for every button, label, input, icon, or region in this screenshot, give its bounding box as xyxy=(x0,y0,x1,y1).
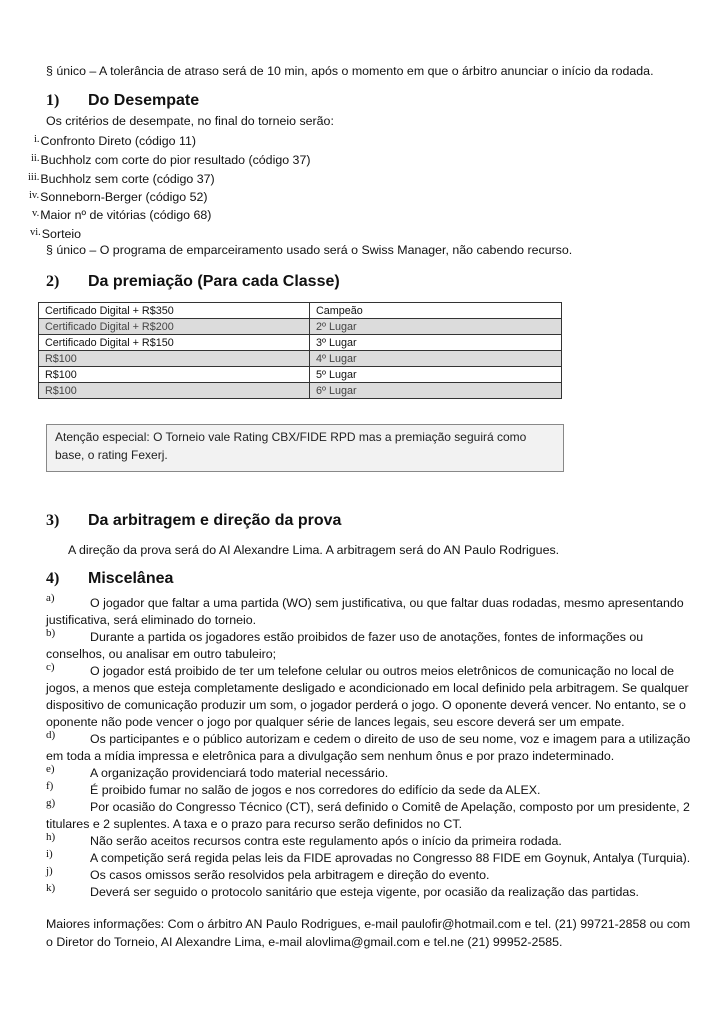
misc-label: d) xyxy=(46,729,56,741)
misc-text: O jogador está proibido de ter um telefone celular ou outros meios eletrônicos de comunicação no local de xyxy=(90,664,675,678)
prize-cell: Certificado Digital + R$200 xyxy=(39,319,310,335)
misc-text: conselhos, ou analisar em outro tabuleiro; xyxy=(46,647,277,661)
prize-cell: R$100 xyxy=(39,383,310,399)
misc-text: Os casos omissos serão resolvidos pela arbitragem e direção do evento. xyxy=(90,868,490,882)
misc-label: f) xyxy=(46,780,54,792)
misc-label: k) xyxy=(46,882,56,894)
section-2-number: 2) xyxy=(46,273,60,290)
misc-text: dispositivo de comunicação produzir um som, o jogador perderá o jogo. O oponente deverá vencer. No entanto, se o xyxy=(46,698,686,712)
section-2-title: Da premiação (Para cada Classe) xyxy=(88,273,340,290)
misc-text: em toda a mídia impressa e eletrônica para a divulgação sem nenhum ônus e por prazo indeterminado. xyxy=(46,749,615,763)
footer-contact-line-2: o Diretor do Torneio, AI Alexandre Lima, e-mail alovlima@gmail.com e tel.ne (21) 99952-2585. xyxy=(46,935,563,949)
table-row xyxy=(39,303,562,319)
rating-attention-box: Atenção especial: O Torneio vale Rating CBX/FIDE RPD mas a premiação seguirá como base, o rating Fexerj. xyxy=(46,424,564,472)
tiebreak-text: Buchholz sem corte (código 37) xyxy=(40,172,215,186)
misc-text: Não serão aceitos recursos contra este regulamento após o início da primeira rodada. xyxy=(90,834,562,848)
misc-label: h) xyxy=(46,831,56,843)
tiebreak-item xyxy=(28,169,215,188)
misc-text: O jogador que faltar a uma partida (WO) sem justificativa, ou que faltar duas rodadas, mesmo apresentando xyxy=(90,596,684,610)
place-cell: 3º Lugar xyxy=(310,335,562,351)
misc-label: e) xyxy=(46,763,55,775)
tiebreak-item xyxy=(30,224,81,243)
misc-text: A competição será regida pelas leis da FIDE aprovadas no Congresso 88 FIDE em Goynuk, Antalya (Turquia). xyxy=(90,851,691,865)
place-cell: 5º Lugar xyxy=(310,367,562,383)
section-3-number: 3) xyxy=(46,512,60,529)
tiebreak-text: Sorteio xyxy=(41,227,82,241)
misc-text: É proibido fumar no salão de jogos e nos corredores do edifício da sede da ALEX. xyxy=(90,783,541,797)
section-3-title: Da arbitragem e direção da prova xyxy=(88,512,342,529)
misc-text: Os participantes e o público autorizam e cedem o direito de uso de seu nome, voz e imagem para a utilização xyxy=(90,732,691,746)
section-1-number: 1) xyxy=(46,92,60,109)
section-2-heading xyxy=(0,273,724,295)
misc-label: b) xyxy=(46,627,56,639)
misc-text: justificativa, será eliminado do torneio. xyxy=(46,613,257,627)
tiebreak-item xyxy=(34,131,196,150)
tiebreak-number: v. xyxy=(32,208,40,219)
tiebreak-number: iii. xyxy=(28,172,40,183)
tiebreak-intro: Os critérios de desempate, no final do torneio serão: xyxy=(46,114,334,128)
place-cell: 4º Lugar xyxy=(310,351,562,367)
tiebreak-item xyxy=(32,205,211,224)
prize-cell: Certificado Digital + R$350 xyxy=(39,303,310,319)
misc-text: Durante a partida os jogadores estão proibidos de fazer uso de anotações, fontes de informações ou xyxy=(90,630,644,644)
table-row xyxy=(39,319,562,335)
misc-label: c) xyxy=(46,661,55,673)
misc-text: Deverá ser seguido o protocolo sanitário que esteja vigente, por ocasião da realização das partidas. xyxy=(90,885,639,899)
tiebreak-text: Maior nº de vitórias (código 68) xyxy=(40,208,212,222)
place-cell: Campeão xyxy=(310,303,562,319)
misc-label: j) xyxy=(46,865,53,877)
tiebreak-text: Sonneborn-Berger (código 52) xyxy=(40,190,208,204)
table-row xyxy=(39,335,562,351)
tiebreak-number: ii. xyxy=(31,153,40,164)
misc-text: Por ocasião do Congresso Técnico (CT), será definido o Comitê de Apelação, composto por um presidente, 2 xyxy=(90,800,690,814)
prize-cell: Certificado Digital + R$150 xyxy=(39,335,310,351)
intro-paragraph: § único – A tolerância de atraso será de 10 min, após o momento em que o árbitro anunciar o início da rodada. xyxy=(46,64,654,78)
section-3-heading xyxy=(0,512,724,534)
footer-contact-line-1: Maiores informações: Com o árbitro AN Paulo Rodrigues, e-mail paulofir@hotmail.com e tel. (21) 99721-2858 ou com xyxy=(46,917,691,931)
prize-cell: R$100 xyxy=(39,351,310,367)
tiebreak-number: vi. xyxy=(30,227,41,238)
tiebreak-number: i. xyxy=(34,134,40,145)
section-4-heading xyxy=(0,570,724,592)
table-row xyxy=(39,367,562,383)
prize-cell: R$100 xyxy=(39,367,310,383)
tiebreak-item xyxy=(29,187,208,206)
misc-text: A organização providenciará todo material necessário. xyxy=(90,766,389,780)
tiebreak-text: Buchholz com corte do pior resultado (código 37) xyxy=(40,153,311,167)
misc-label: g) xyxy=(46,797,56,809)
prize-table xyxy=(38,302,562,399)
tiebreak-item xyxy=(31,150,310,169)
arbitration-text: A direção da prova será do AI Alexandre Lima. A arbitragem será do AN Paulo Rodrigues. xyxy=(68,543,560,557)
place-cell: 2º Lugar xyxy=(310,319,562,335)
misc-text: oponente não pode vencer o jogo por qualquer série de lances legais, seu escore deverá ser um empate. xyxy=(46,715,625,729)
section-4-number: 4) xyxy=(46,570,60,587)
table-row xyxy=(39,383,562,399)
section-4-title: Miscelânea xyxy=(88,570,174,587)
section-1-heading xyxy=(0,92,724,114)
misc-text: titulares e 2 suplentes. A taxa e o prazo para recurso serão definidos no CT. xyxy=(46,817,463,831)
tiebreak-text: Confronto Direto (código 11) xyxy=(40,134,196,148)
tiebreak-number: iv. xyxy=(29,190,40,201)
misc-label: i) xyxy=(46,848,53,860)
tiebreak-note: § único – O programa de emparceiramento usado será o Swiss Manager, não cabendo recurso. xyxy=(46,243,573,257)
section-1-title: Do Desempate xyxy=(88,92,200,109)
misc-label: a) xyxy=(46,592,55,604)
misc-text: jogos, a menos que esteja completamente desligado e acondicionado em local definido pela arbitragem. Se qualquer xyxy=(46,681,689,695)
place-cell: 6º Lugar xyxy=(310,383,562,399)
table-row xyxy=(39,351,562,367)
